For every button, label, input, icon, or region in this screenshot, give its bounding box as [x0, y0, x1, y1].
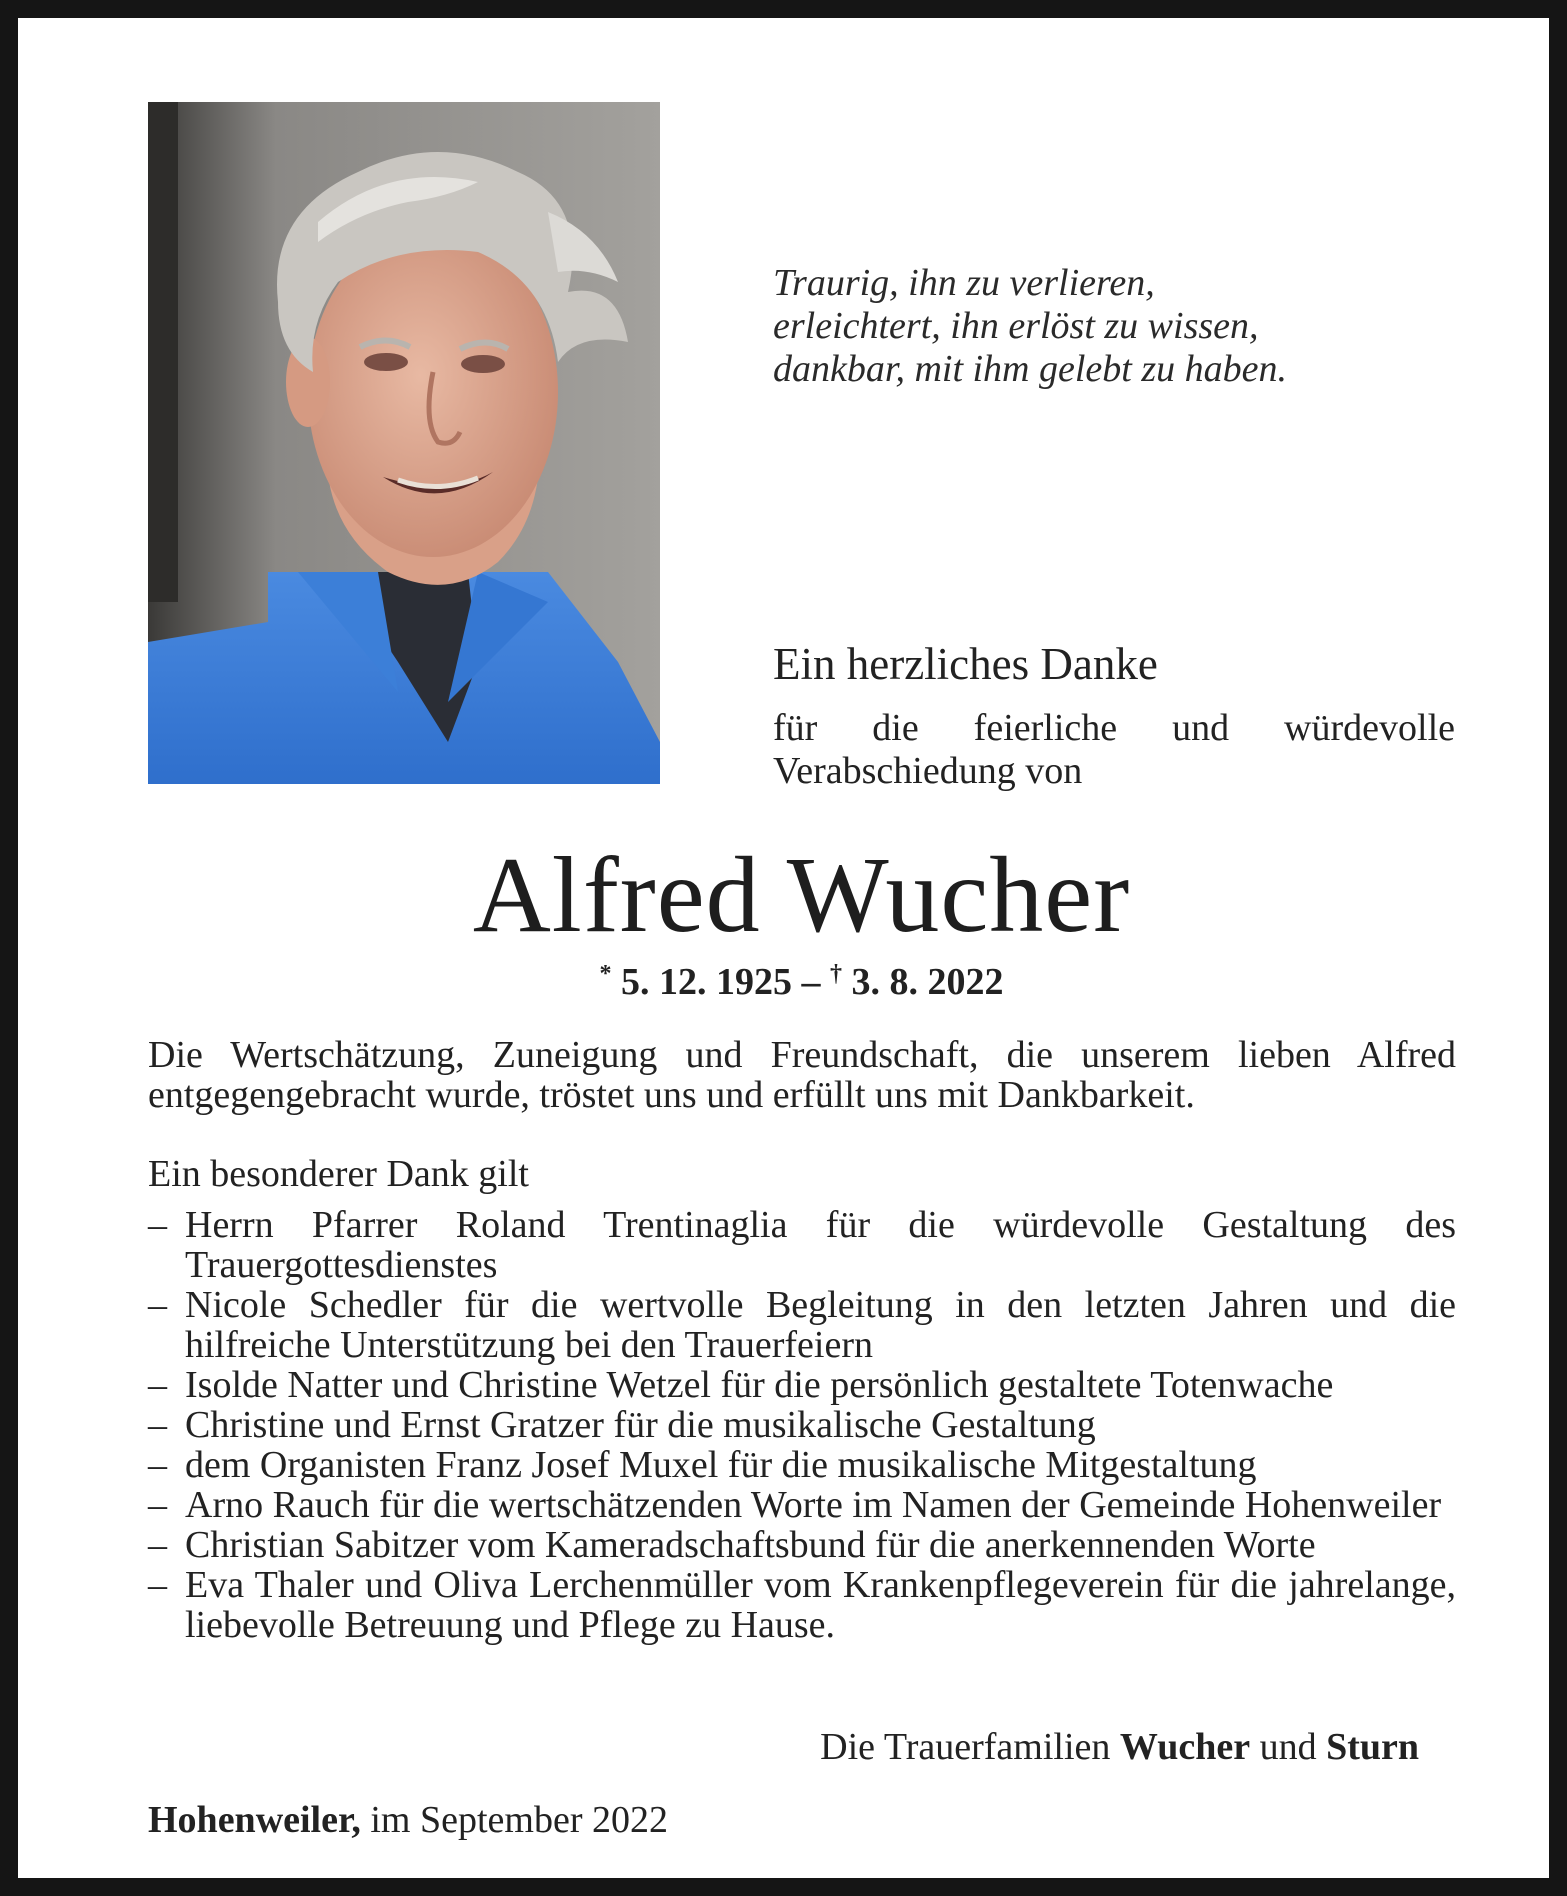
list-item	[148, 1365, 1456, 1405]
death-date: 3. 8. 2022	[851, 961, 1004, 1003]
date-separator: –	[801, 961, 821, 1003]
list-item-text: Christian Sabitzer vom Kameradschaftsbund für die anerkennenden Worte	[185, 1524, 1316, 1566]
thanks-list	[148, 1205, 1456, 1645]
list-item-text: Nicole Schedler für die wertvolle Begleitung in den letzten Jahren und die hilfreiche Unterstützung bei den Trauerfeiern	[185, 1284, 1456, 1366]
dash-bullet: –	[148, 1204, 167, 1246]
dash-bullet: –	[148, 1564, 167, 1606]
signature-prefix: Die Trauerfamilien	[820, 1726, 1111, 1768]
quote	[773, 262, 1287, 391]
quote-line: Traurig, ihn zu verlieren,	[773, 262, 1155, 304]
list-item	[148, 1565, 1456, 1645]
life-dates	[18, 950, 1567, 1006]
signature-conjunction: und	[1259, 1726, 1317, 1768]
portrait-photo	[148, 102, 660, 784]
dash-bullet: –	[148, 1484, 167, 1526]
dash-bullet: –	[148, 1284, 167, 1326]
place-and-date	[148, 1796, 668, 1844]
dash-bullet: –	[148, 1364, 167, 1406]
dash-bullet: –	[148, 1404, 167, 1446]
family-name: Sturn	[1326, 1726, 1419, 1768]
list-item-text: Eva Thaler und Oliva Lerchenmüller vom Krankenpflegeverein für die jahrelange, liebevolle Betreuung und Pflege zu Hause.	[185, 1564, 1456, 1646]
death-symbol: †	[830, 961, 842, 987]
list-item	[148, 1405, 1456, 1445]
list-item-text: Isolde Natter und Christine Wetzel für die persönlich gestaltete Totenwache	[185, 1364, 1334, 1406]
quote-line: dankbar, mit ihm gelebt zu haben.	[773, 348, 1288, 390]
family-name: Wucher	[1119, 1726, 1251, 1768]
list-item-text: Arno Rauch für die wertschätzenden Worte im Namen der Gemeinde Hohenweiler	[185, 1484, 1442, 1526]
family-signature	[820, 1723, 1419, 1771]
list-item	[148, 1525, 1456, 1565]
list-item	[148, 1485, 1456, 1525]
deceased-name: Alfred Wucher	[472, 836, 1131, 955]
list-item	[148, 1285, 1456, 1365]
list-item-text: dem Organisten Franz Josef Muxel für die musikalische Mitgestaltung	[185, 1444, 1257, 1486]
birth-date: 5. 12. 1925	[621, 961, 792, 1003]
dash-bullet: –	[148, 1524, 167, 1566]
thanks-heading: Ein herzliches Danke	[773, 639, 1158, 689]
dash-bullet: –	[148, 1444, 167, 1486]
quote-line: erleichtert, ihn erlöst zu wissen,	[773, 305, 1259, 347]
list-item-text: Herrn Pfarrer Roland Trentinaglia für die würdevolle Gestaltung des Trauergottesdienstes	[185, 1204, 1456, 1286]
appreciation-paragraph: Die Wertschätzung, Zuneigung und Freundschaft, die unserem lieben Alfred entgegengebracht wurde, tröstet uns und erfüllt uns mit Dankbarkeit.	[148, 1034, 1456, 1116]
place: Hohenweiler,	[148, 1799, 361, 1841]
list-item	[148, 1445, 1456, 1485]
thanks-subtext: für die feierliche und würdevolle Verabschiedung von	[773, 707, 1455, 792]
list-item	[148, 1205, 1456, 1285]
date: im September 2022	[370, 1799, 668, 1841]
special-thanks-intro: Ein besonderer Dank gilt	[148, 1153, 529, 1195]
birth-symbol: *	[599, 961, 612, 987]
list-item-text: Christine und Ernst Gratzer für die musikalische Gestaltung	[185, 1404, 1096, 1446]
